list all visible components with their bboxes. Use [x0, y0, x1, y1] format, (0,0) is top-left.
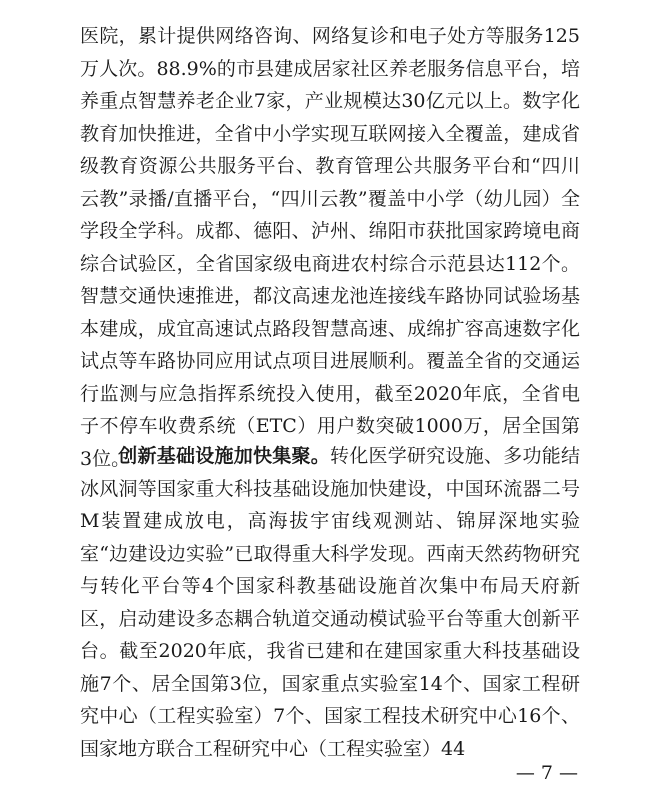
paragraph-1-body: 医院，累计提供网络咨询、网络复诊和电子处方等服务125万人次。88.9%的市县建成居家社区养老服务信息平台，培养重点智慧养老企业7家，产业规模达30亿元以上。数字化教育加快推进，全省中小学实现互联网接入全覆盖，建成省级教育资源公共服务平台、教育管理公共服务平台和“四川云教”录播/直播平台，“四川云教”覆盖中小学（幼儿园）全学段全学科。成都、德阳、泸州、绵阳市获批国家跨境电商综合试验区，全省国家级电商进农村综合示范县达112个。智慧交通快速推进，都汶高速龙池连接线车路协同试验场基本建成，成宜高速试点路段智慧高速、成绵扩容高速数字化试点等车路协同应用试点项目进展顺利。覆盖全省的交通运行监测与应急指挥系统投入使用，截至2020年底，全省电子不停车收费系统（ETC）用户数突破1000万，居全国第3位。	[80, 25, 580, 470]
paragraph-2-body: 转化医学研究设施、多功能结冰风洞等国家重大科技基础设施加快建设，中国环流器二号M装置建成放电，高海拔宇宙线观测站、锦屏深地实验室“边建设边实验”已取得重大科学发现。西南天然药物研究与转化平台等4个国家科教基础设施首次集中布局天府新区，启动建设多态耦合轨道交通动模试验平台等重大创新平台。截至2020年底，我省已建和在建国家重大科技基础设施7个、居全国第3位，国家重点实验室14个、国家工程研究中心（工程实验室）7个、国家工程技术研究中心16个、国家地方联合工程研究中心（工程实验室）44	[80, 445, 580, 760]
page-number: — 7 —	[515, 762, 578, 784]
paragraph-2-lead-heading: 创新基础设施加快集聚。	[118, 445, 330, 467]
paragraph-innovation-infrastructure	[80, 440, 580, 765]
paragraph-digital-services	[80, 20, 580, 475]
